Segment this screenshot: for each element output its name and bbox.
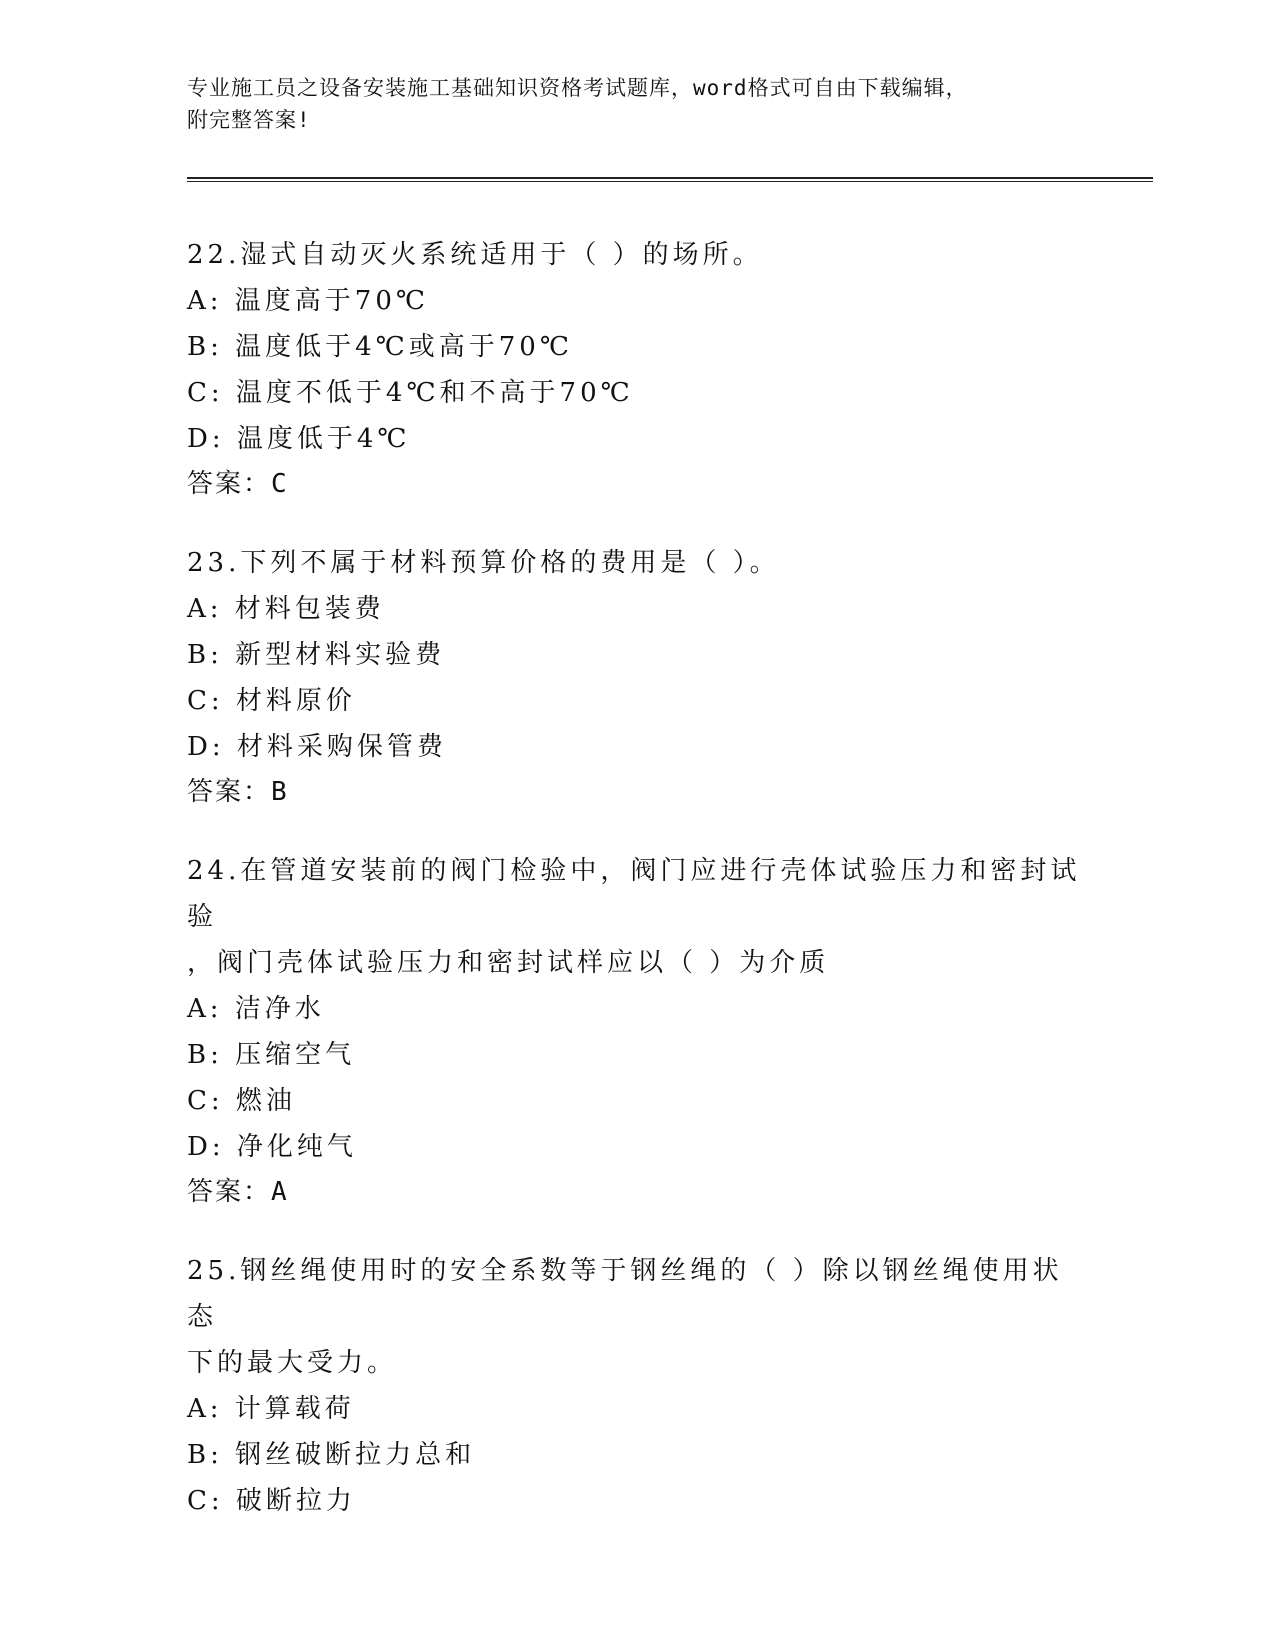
option-a: A: 计算载荷 — [187, 1394, 355, 1424]
question-stem-line-1: 24.在管道安装前的阀门检验中，阀门应进行壳体试验压力和密封试验 — [187, 856, 1081, 932]
question-25 — [187, 1248, 1087, 1524]
question-stem-line-2: 下的最大受力。 — [187, 1348, 398, 1378]
option-a: A: 材料包装费 — [187, 594, 385, 624]
option-a: A: 洁净水 — [187, 994, 325, 1024]
option-c: C: 破断拉力 — [187, 1486, 356, 1516]
question-list — [187, 232, 1087, 1558]
option-a: A: 温度高于70℃ — [187, 286, 429, 316]
header-divider-thin — [187, 181, 1153, 182]
header-divider-thick — [187, 177, 1153, 179]
question-stem-line-1: 25.钢丝绳使用时的安全系数等于钢丝绳的（ ）除以钢丝绳使用状态 — [187, 1256, 1063, 1332]
question-23 — [187, 540, 1087, 814]
question-stem: 23.下列不属于材料预算价格的费用是（ ）。 — [187, 548, 780, 578]
header-line-1: 专业施工员之设备安装施工基础知识资格考试题库，word格式可自由下载编辑， — [187, 76, 968, 100]
option-b: B: 压缩空气 — [187, 1040, 356, 1070]
option-c: C: 温度不低于4℃和不高于70℃ — [187, 378, 634, 408]
option-d: D: 材料采购保管费 — [187, 732, 447, 762]
option-b: B: 新型材料实验费 — [187, 640, 446, 670]
option-d: D: 温度低于4℃ — [187, 424, 411, 454]
answer-line: 答案：A — [187, 1177, 289, 1207]
option-b: B: 温度低于4℃或高于70℃ — [187, 332, 573, 362]
question-stem-line-2: ，阀门壳体试验压力和密封试样应以（ ）为介质 — [187, 948, 830, 978]
document-header — [187, 72, 1067, 136]
question-24 — [187, 848, 1087, 1214]
header-line-2: 附完整答案! — [187, 108, 311, 132]
answer-line: 答案：C — [187, 469, 289, 499]
answer-line: 答案：B — [187, 777, 289, 807]
option-d: D: 净化纯气 — [187, 1132, 357, 1162]
option-c: C: 燃油 — [187, 1086, 296, 1116]
question-stem: 22.湿式自动灭火系统适用于（ ）的场所。 — [187, 240, 763, 270]
option-c: C: 材料原价 — [187, 686, 356, 716]
question-22 — [187, 232, 1087, 506]
option-b: B: 钢丝破断拉力总和 — [187, 1440, 476, 1470]
